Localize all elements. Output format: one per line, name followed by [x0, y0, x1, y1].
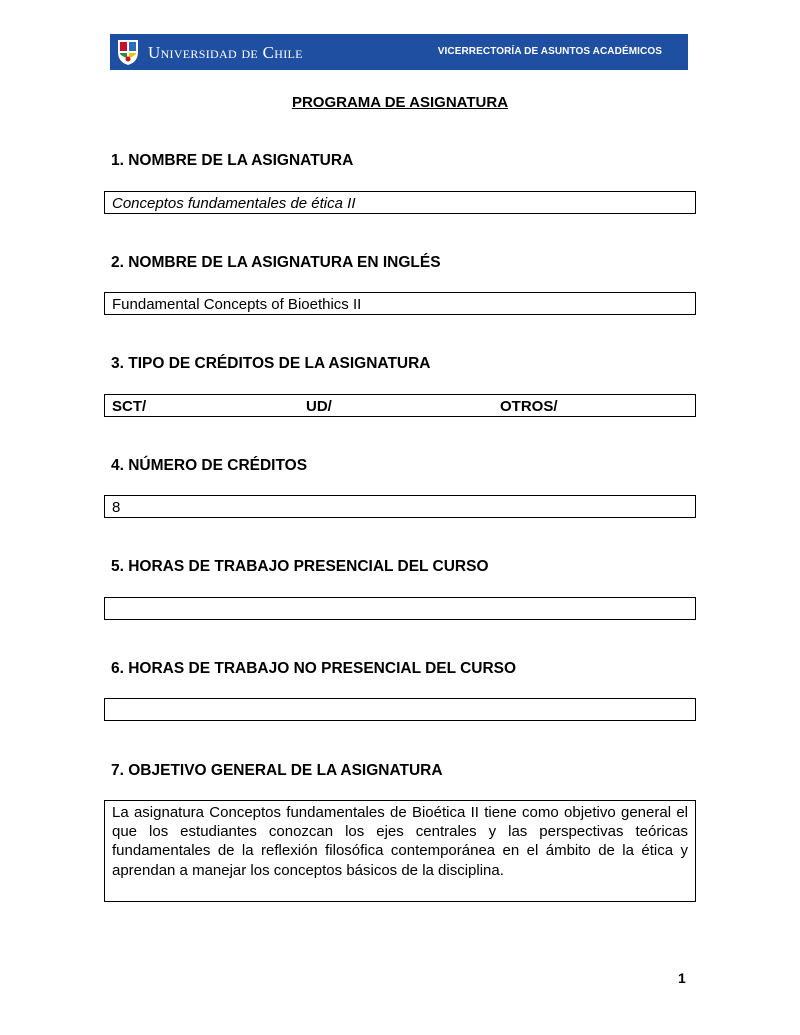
section-1-value: Conceptos fundamentales de ética II	[112, 195, 356, 212]
section-3-credits-box	[104, 394, 696, 417]
section-1-value-box	[104, 191, 696, 214]
university-crest-icon	[116, 38, 140, 66]
credit-type-otros: OTROS/	[500, 398, 558, 415]
page-number: 1	[678, 970, 686, 986]
credit-type-ud: UD/	[306, 398, 332, 415]
university-name: Universidad de Chile	[148, 43, 303, 62]
section-7-heading: 7. OBJETIVO GENERAL DE LA ASIGNATURA	[111, 762, 443, 779]
section-1-heading: 1. NOMBRE DE LA ASIGNATURA	[111, 152, 354, 169]
section-5-heading: 5. HORAS DE TRABAJO PRESENCIAL DEL CURSO	[111, 558, 489, 575]
section-6-heading: 6. HORAS DE TRABAJO NO PRESENCIAL DEL CURSO	[111, 660, 517, 677]
header-banner	[110, 34, 688, 70]
section-4-value: 8	[112, 499, 121, 516]
section-4-value-box	[104, 495, 696, 518]
section-4-heading: 4. NÚMERO DE CRÉDITOS	[111, 457, 308, 474]
section-6-value-box	[104, 698, 696, 721]
credit-type-sct: SCT/	[112, 398, 147, 415]
section-2-value: Fundamental Concepts of Bioethics II	[112, 296, 362, 313]
section-3-heading: 3. TIPO DE CRÉDITOS DE LA ASIGNATURA	[111, 355, 431, 372]
section-2-heading: 2. NOMBRE DE LA ASIGNATURA EN INGLÉS	[111, 254, 441, 271]
section-5-value-box	[104, 597, 696, 620]
section-7-value: La asignatura Conceptos fundamentales de Bioética II tiene como objetivo general el que los estudiantes conozcan los ejes centrales y las perspectivas teóricas fundamentales de la reflexión filosófica contemporánea en el ámbito de la ética y aprendan a manejar los conceptos básicos de la disciplina.	[112, 804, 688, 879]
vicerrectoria-label: VICERRECTORÍA DE ASUNTOS ACADÉMICOS	[437, 46, 662, 57]
section-7-value-box	[104, 800, 696, 902]
document-title: PROGRAMA DE ASIGNATURA	[291, 94, 509, 111]
section-2-value-box	[104, 292, 696, 315]
